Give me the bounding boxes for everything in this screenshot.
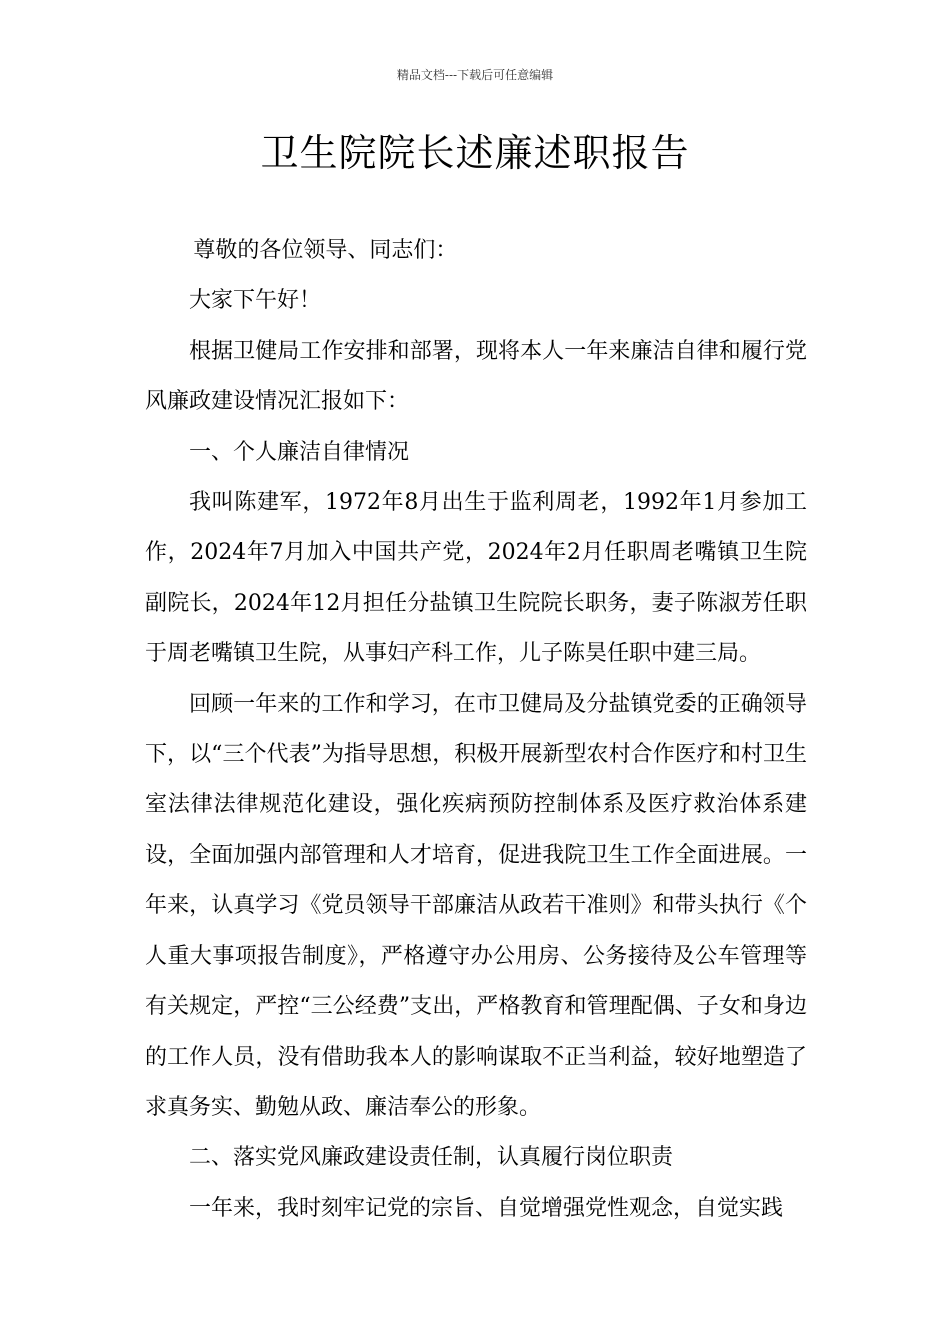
document-title: 卫生院院长述廉述职报告 [260,131,690,175]
section-heading-1: 一、个人廉洁自律情况 [189,439,410,465]
paragraph-continuation: 一年来，我时刻牢记党的宗旨、自觉增强党性观念，自觉实践 [189,1195,784,1221]
paragraph-greeting: 大家下午好！ [189,288,322,314]
section-heading-2: 二、落实党风廉政建设责任制，认真履行岗位职责 [189,1145,674,1171]
header-note: 精品文档---下载后可任意编辑 [396,68,554,82]
paragraph-personal-info: 我叫陈建军，1972年8月出生于监利周老，1992年1月参加工作，2024年7月加入中国共产党，2024年2月任职周老嘴镇卫生院副院长，2024年12月担任分盐镇卫生院院长职务，妻子陈淑芳任职于周老嘴镇卫生院，从事妇产科工作，儿子陈昊任职中建三局。 [145,490,808,667]
paragraph-salutation: 尊敬的各位领导、同志们： [193,238,458,263]
document-body [145,226,807,1234]
paragraph-review: 回顾一年来的工作和学习，在市卫健局及分盐镇党委的正确领导下，以“三个代表”为指导思想，积极开展新型农村合作医疗和村卫生室法律法律规范化建设，强化疾病预防控制体系及医疗救治体系建设，全面加强内部管理和人才培育，促进我院卫生工作全面进展。一年来，认真学习《党员领导干部廉洁从政若干准则》和带头执行《个人重大事项报告制度》，严格遵守办公用房、公务接待及公车管理等有关规定，严控“三公经费”支出，严格教育和管理配偶、子女和身边的工作人员，没有借助我本人的影响谋取不正当利益，较好地塑造了求真务实、勤勉从政、廉洁奉公的形象。 [145,691,807,1120]
paragraph-intro: 根据卫健局工作安排和部署，现将本人一年来廉洁自律和履行党风廉政建设情况汇报如下： [145,338,807,415]
